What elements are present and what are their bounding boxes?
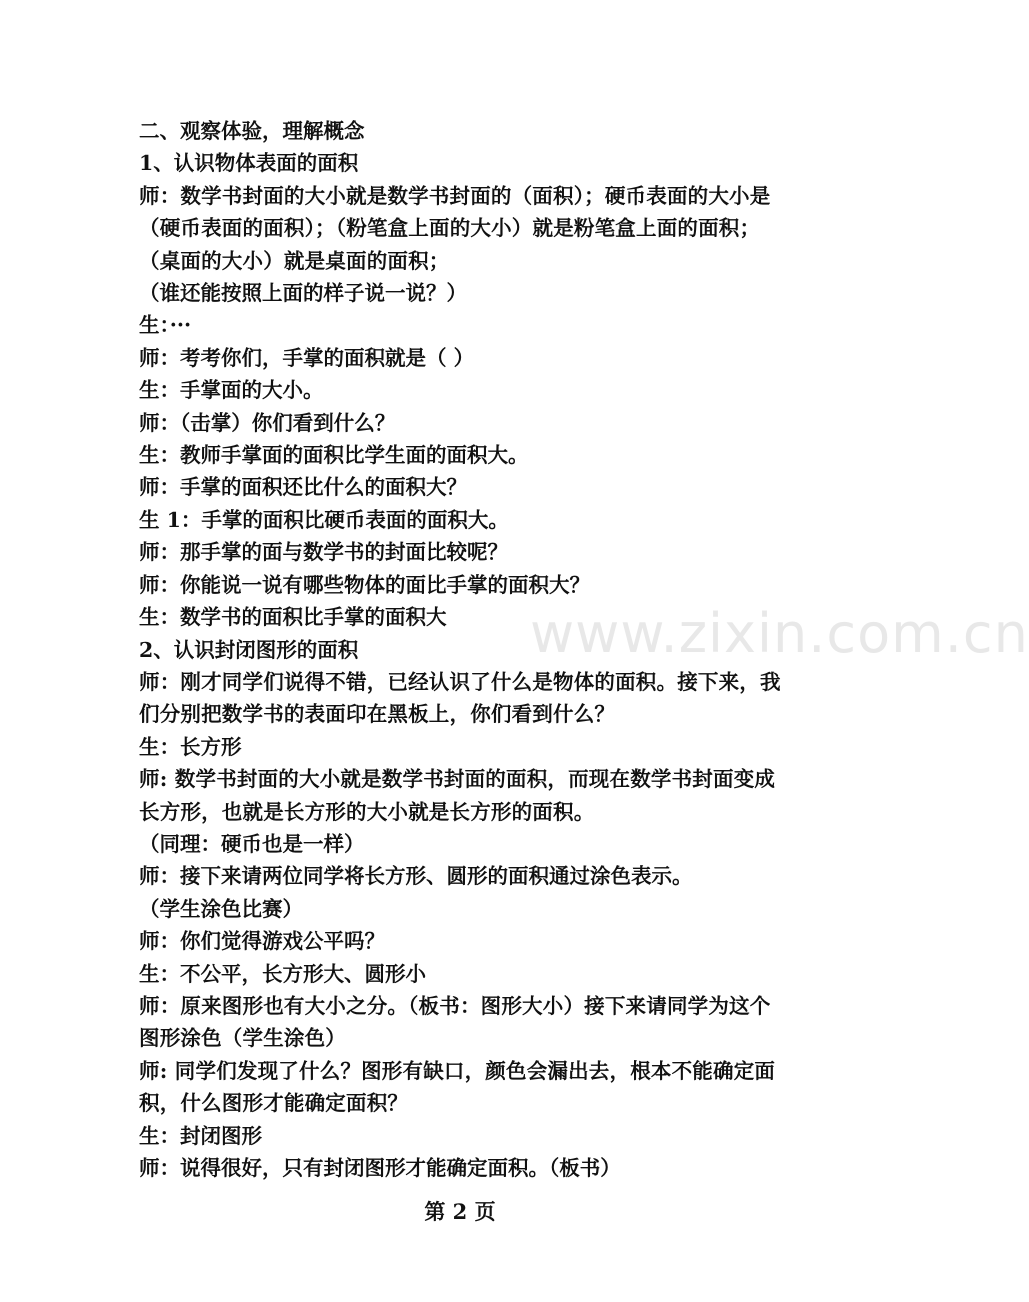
paragraph: 生：教师手掌面的面积比学生面的面积大。 (139, 443, 529, 468)
paragraph: 师：（击掌）你们看到什么？ (139, 410, 396, 435)
paragraph: 师：原来图形也有大小之分。（板书：图形大小）接下来请同学为这个图形涂色（学生涂色） (139, 993, 771, 1051)
paragraph: （谁还能按照上面的样子说一说？） (139, 281, 467, 306)
paragraph: 师：你能说一说有哪些物体的面比手掌的面积大？ (139, 572, 590, 597)
paragraph: 生：手掌面的大小。 (139, 378, 324, 403)
paragraph: 师：你们觉得游戏公平吗？ (139, 929, 385, 954)
page-number: 第 2 页 (424, 1199, 496, 1224)
paragraph: 师：接下来请两位同学将长方形、圆形的面积通过涂色表示。 (139, 864, 693, 889)
paragraph: 生：不公平，长方形大、圆形小 (139, 961, 426, 986)
watermark: www.zixin.com.cn (530, 602, 1029, 665)
paragraph: 师：说得很好，只有封闭图形才能确定面积。（板书） (139, 1156, 621, 1180)
paragraph: 生：数学书的面积比手掌的面积大 (139, 605, 447, 630)
subsection-heading: 1、认识物体表面的面积 (139, 151, 359, 176)
paragraph: 师：考考你们，手掌的面积就是（ ） (139, 345, 475, 370)
paragraph: 师: 同学们发现了什么？图形有缺口，颜色会漏出去，根本不能确定面积，什么图形才能确定面积？ (139, 1058, 776, 1116)
paragraph: 生：长方形 (139, 734, 242, 759)
section-heading: 二、观察体验，理解概念 (139, 119, 365, 143)
subsection-heading: 2、认识封闭图形的面积 (139, 637, 359, 662)
paragraph: （学生涂色比赛） (139, 896, 303, 921)
paragraph: 师：手掌的面积还比什么的面积大？ (139, 475, 467, 500)
paragraph: 生 1：手掌的面积比硬币表面的面积大。 (139, 507, 509, 532)
paragraph: 师: 数学书封面的大小就是数学书封面的面积，而现在数学书封面变成长方形，也就是长方形的大小就是长方形的面积。 (139, 767, 776, 824)
paragraph: 师：刚才同学们说得不错，已经认识了什么是物体的面积。接下来，我们分别把数学书的表面印在黑板上，你们看到什么？ (139, 669, 781, 727)
paragraph: （同理：硬币也是一样） (139, 831, 365, 856)
paragraph: 生：··· (139, 313, 192, 338)
paragraph: 师：那手掌的面与数学书的封面比较呢？ (139, 540, 508, 565)
paragraph: 师：数学书封面的大小就是数学书封面的（面积）；硬币表面的大小是（硬币表面的面积）；（粉笔盒上面的大小）就是粉笔盒上面的面积；（桌面的大小）就是桌面的面积； (139, 183, 771, 273)
paragraph: 生：封闭图形 (139, 1123, 262, 1148)
